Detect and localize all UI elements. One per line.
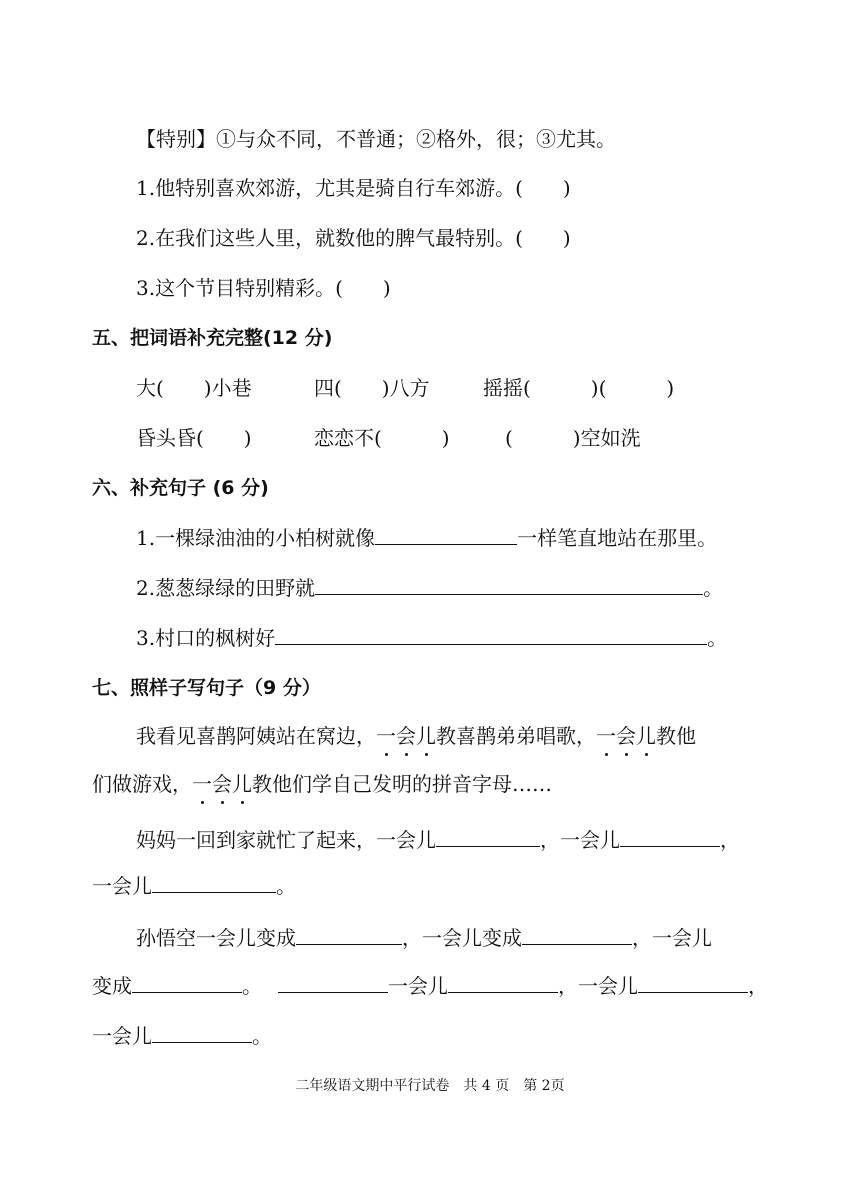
sentence-text: 一会儿 — [652, 926, 712, 950]
sentence-text: 一会儿 — [388, 974, 448, 998]
sentence-1 — [136, 524, 717, 552]
answer-blank[interactable] — [132, 972, 242, 993]
section-7-heading: 七、照样子写句子（9 分） — [92, 677, 321, 699]
sentence-text: 变成 — [92, 974, 132, 998]
sentence-text: 妈妈一回到家就忙了起来，一会儿 — [136, 828, 436, 852]
word-fill-5: 恋恋不( ) — [314, 426, 450, 450]
tebie-item-3: 3.这个节目特别精彩。( ) — [136, 276, 391, 300]
mama-line-1 — [136, 826, 740, 854]
example-text: 教喜鹊弟弟唱歌， — [436, 724, 596, 748]
sentence-3-end: 。 — [707, 626, 728, 650]
answer-blank[interactable] — [275, 624, 707, 645]
word-fill-4: 昏头昏( ) — [136, 426, 252, 450]
sentence-text: 一会儿变成 — [422, 926, 522, 950]
sentence-1-start: 1.一棵绿油油的小柏树就像 — [136, 526, 376, 550]
example-text: 我看见喜鹊阿姨站在窝边， — [136, 724, 376, 748]
comma: ， — [632, 926, 652, 950]
sentence-2-end: 。 — [703, 576, 724, 600]
example-text: 教他 — [656, 724, 696, 748]
section-6-heading: 六、补充句子 (6 分) — [92, 477, 269, 499]
emphasis-char: 会 — [616, 724, 636, 748]
sentence-2-start: 2.葱葱绿绿的田野就 — [136, 576, 316, 600]
answer-blank[interactable] — [638, 972, 748, 993]
tebie-item-2: 2.在我们这些人里，就数他的脾气最特别。( ) — [136, 226, 571, 250]
sentence-3 — [136, 624, 727, 652]
emphasis-char: 儿 — [416, 724, 436, 748]
example-line-2 — [92, 770, 552, 798]
example-line-1 — [136, 722, 696, 750]
emphasis-char: 会 — [396, 724, 416, 748]
section-5-heading: 五、把词语补充完整(12 分) — [92, 327, 333, 349]
page-footer: 二年级语文期中平行试卷 共 4 页 第 2页 — [295, 1078, 565, 1094]
word-fill-6: ( )空如洗 — [505, 426, 641, 450]
answer-blank[interactable] — [375, 524, 517, 545]
period: 。 — [276, 874, 296, 898]
sun-line-1 — [136, 924, 712, 952]
emphasis-char: 儿 — [636, 724, 656, 748]
answer-blank[interactable] — [296, 924, 402, 945]
sentence-text: 一会儿 — [578, 974, 638, 998]
period: 。 — [242, 974, 262, 998]
sentence-text: 一会儿 — [560, 828, 620, 852]
mama-line-2 — [92, 872, 296, 900]
comma: ， — [748, 974, 768, 998]
word-fill-2: 四( )八方 — [314, 376, 430, 400]
sentence-text: 孙悟空一会儿变成 — [136, 926, 296, 950]
comma: ， — [558, 974, 578, 998]
emphasis-char: 一 — [376, 724, 396, 748]
answer-blank[interactable] — [152, 1022, 252, 1043]
sentence-2 — [136, 574, 723, 602]
comma: ， — [540, 828, 560, 852]
comma: ， — [402, 926, 422, 950]
sentence-3-start: 3.村口的枫树好 — [136, 626, 276, 650]
comma: ， — [720, 828, 740, 852]
answer-blank[interactable] — [522, 924, 632, 945]
emphasis-char: 一 — [596, 724, 616, 748]
sentence-text: 一会儿 — [92, 874, 152, 898]
sentence-1-end: 一样笔直地站在那里。 — [517, 526, 718, 550]
sentence-text: 一会儿 — [92, 1024, 152, 1048]
example-text: 们做游戏， — [92, 772, 192, 796]
answer-blank[interactable] — [278, 972, 388, 993]
emphasis-char: 儿 — [232, 772, 252, 796]
answer-blank[interactable] — [448, 972, 558, 993]
answer-blank[interactable] — [152, 872, 276, 893]
word-fill-3: 摇摇( )( ) — [483, 376, 675, 400]
tebie-item-1: 1.他特别喜欢郊游，尤其是骑自行车郊游。( ) — [136, 176, 571, 200]
answer-blank[interactable] — [436, 826, 540, 847]
word-fill-1: 大( )小巷 — [136, 376, 252, 400]
sun-line-3 — [92, 1022, 272, 1050]
answer-blank[interactable] — [620, 826, 720, 847]
period: 。 — [252, 1024, 272, 1048]
emphasis-char: 会 — [212, 772, 232, 796]
emphasis-char: 一 — [192, 772, 212, 796]
word-definition: 【特别】①与众不同，不普通；②格外，很；③尤其。 — [136, 127, 616, 151]
sun-line-2 — [92, 972, 768, 1000]
example-text: 教他们学自己发明的拼音字母…… — [252, 772, 552, 796]
answer-blank[interactable] — [315, 574, 703, 595]
